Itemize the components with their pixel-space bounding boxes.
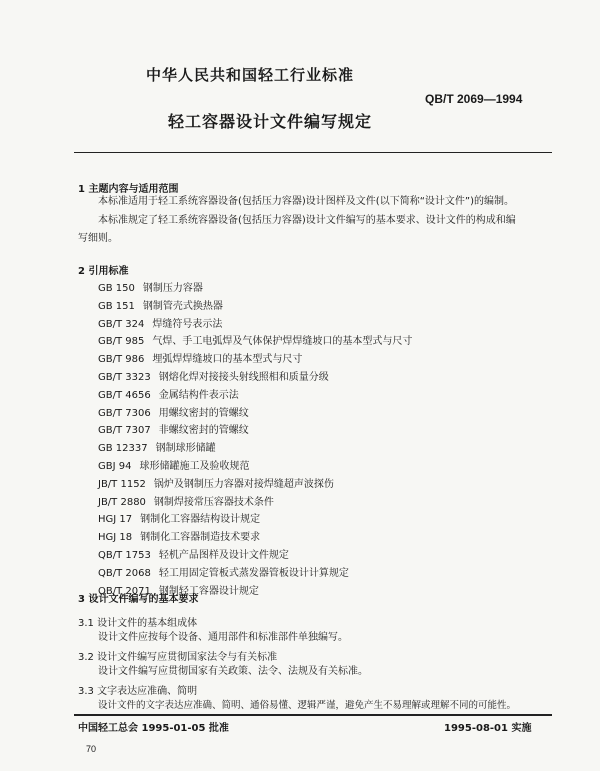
reference-title: 钢制化工容器结构设计规定	[140, 514, 261, 526]
section-3-1-text: 设计文件应按每个设备、通用部件和标准部件单独编写。	[98, 632, 348, 643]
section-1-heading: 1 主题内容与适用范围	[78, 184, 179, 195]
page-number: 70	[86, 744, 97, 754]
reference-code: GB/T 3323	[98, 372, 151, 383]
reference-code: GB 150	[98, 283, 135, 294]
reference-item	[98, 279, 203, 294]
reference-code: GB 151	[98, 300, 135, 312]
standard-code: QB/T 2069—1994	[425, 92, 523, 106]
reference-code: GB/T 7306	[98, 407, 151, 419]
reference-item	[98, 439, 216, 454]
reference-title: 埋弧焊焊缝坡口的基本型式与尺寸	[152, 354, 303, 366]
section-3-2-heading: 3.2 设计文件编写应贯彻国家法令与有关标准	[78, 652, 278, 663]
reference-title: 钢制压力容器	[142, 283, 203, 294]
reference-item	[98, 386, 239, 401]
section-1-paragraph-2-line-1: 本标准规定了轻工系统容器设备(包括压力容器)设计文件编写的基本要求、设计文件的构成和编	[98, 215, 516, 226]
reference-item	[98, 493, 274, 508]
reference-item	[98, 564, 349, 579]
reference-item	[98, 510, 260, 525]
reference-code: HGJ 18	[98, 532, 133, 544]
reference-code: GB/T 324	[98, 318, 145, 330]
reference-item	[98, 315, 222, 330]
reference-code: GBJ 94	[98, 461, 132, 472]
reference-title: 球形储罐施工及验收规范	[139, 461, 250, 472]
reference-item	[98, 332, 412, 347]
reference-title: 金属结构件表示法	[158, 389, 239, 401]
reference-code: HGJ 17	[98, 514, 133, 526]
reference-item	[98, 457, 249, 472]
reference-code: JB/T 2880	[98, 496, 146, 508]
section-3-3-text: 设计文件的文字表达应准确、简明、通俗易懂、逻辑严谨，避免产生不易理解或理解不同的可能性。	[98, 700, 517, 711]
reference-title: 钢熔化焊对接接头射线照相和质量分级	[158, 372, 329, 383]
reference-item	[98, 546, 289, 561]
reference-code: GB/T 7307	[98, 425, 151, 437]
reference-title: 锅炉及钢制压力容器对接焊缝超声波探伤	[153, 478, 334, 490]
reference-code: JB/T 1152	[98, 478, 146, 490]
reference-item	[98, 350, 302, 365]
effective-date: 1995-08-01 实施	[444, 723, 532, 734]
section-2-heading: 2 引用标准	[78, 266, 129, 277]
document-title: 轻工容器设计文件编写规定	[168, 112, 373, 131]
reference-title: 钢制管壳式换热器	[142, 300, 223, 312]
reference-title: 用螺纹密封的管螺纹	[158, 407, 249, 419]
reference-title: 钢制轻工容器设计规定	[158, 585, 259, 597]
reference-item	[98, 421, 249, 436]
reference-title: 气焊、手工电弧焊及气体保护焊焊缝坡口的基本型式与尺寸	[152, 336, 413, 348]
standard-organization: 中华人民共和国轻工行业标准	[146, 66, 355, 84]
reference-title: 焊缝符号表示法	[152, 318, 223, 330]
section-1-paragraph-2-line-2: 写细则。	[78, 233, 118, 244]
reference-title: 钢制球形储罐	[155, 443, 216, 455]
reference-title: 轻工用固定管板式蒸发器管板设计计算规定	[158, 567, 349, 579]
issue-date: 中国轻工总会 1995-01-05 批准	[78, 723, 229, 734]
reference-item	[98, 404, 249, 419]
section-3-1-heading: 3.1 设计文件的基本组成体	[78, 618, 198, 629]
reference-item	[98, 528, 260, 543]
header-rule	[74, 152, 552, 153]
reference-code: GB/T 986	[98, 354, 145, 366]
section-3-2-text: 设计文件编写应贯彻国家有关政策、法令、法规及有关标准。	[98, 666, 368, 677]
reference-code: QB/T 2071	[98, 585, 151, 597]
section-1-paragraph-1: 本标准适用于轻工系统容器设备(包括压力容器)设计图样及文件(以下简称“设计文件”)的编制。	[98, 196, 514, 207]
reference-item	[98, 297, 223, 312]
reference-item	[98, 475, 334, 490]
reference-code: GB/T 985	[98, 336, 145, 348]
reference-code: QB/T 1753	[98, 550, 151, 561]
section-3-3-heading: 3.3 文字表达应准确、简明	[78, 686, 198, 697]
reference-code: GB/T 4656	[98, 389, 151, 401]
reference-code: GB 12337	[98, 443, 148, 455]
reference-title: 轻机产品图样及设计文件规定	[158, 550, 289, 561]
reference-title: 钢制焊接常压容器技术条件	[153, 496, 274, 508]
reference-item	[98, 368, 329, 383]
section-3-heading: 3 设计文件编写的基本要求	[78, 594, 199, 605]
reference-title: 非螺纹密封的管螺纹	[158, 425, 249, 437]
reference-title: 钢制化工容器制造技术要求	[140, 532, 261, 544]
reference-code: QB/T 2068	[98, 567, 151, 579]
footer-rule	[74, 714, 552, 716]
